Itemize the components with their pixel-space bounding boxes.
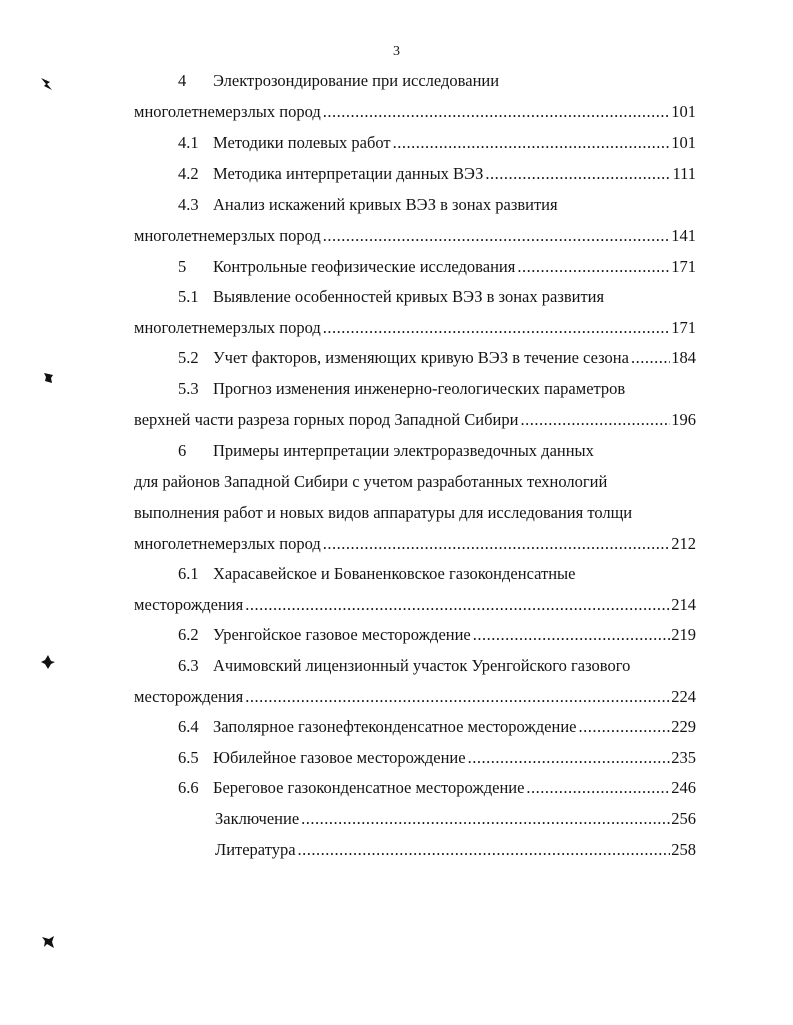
toc-title-cont: верхней части разреза горных пород Западной Сибири	[134, 410, 519, 429]
leader-dots	[518, 409, 670, 431]
toc-title: Электрозондирование при исследовании	[213, 71, 500, 90]
leader-dots	[466, 747, 671, 769]
leader-dots	[391, 132, 671, 154]
toc-page: 141	[671, 226, 696, 245]
toc-page: 184	[671, 348, 696, 367]
toc-title: Ачимовский лицензионный участок Уренгойского газового	[213, 656, 631, 675]
toc-page: 212	[671, 534, 696, 553]
toc-page: 214	[671, 595, 696, 614]
leader-dots	[483, 163, 671, 185]
toc-number: 6.2	[178, 625, 199, 644]
toc-number: 6.3	[178, 656, 199, 675]
toc-number: 6.5	[178, 748, 199, 767]
toc-leader	[134, 101, 696, 123]
toc-number: 5	[178, 257, 187, 276]
toc-entry	[178, 624, 696, 646]
toc-page: 101	[671, 102, 696, 121]
toc-title: Уренгойское газовое месторождение	[213, 625, 471, 644]
toc-title: Методики полевых работ	[213, 133, 391, 152]
toc-page: 196	[671, 410, 696, 429]
toc-page: 171	[671, 318, 696, 337]
leader-dots	[524, 777, 670, 799]
toc-number: 5.1	[178, 287, 199, 306]
leader-dots	[515, 256, 670, 278]
toc-number: 6.6	[178, 778, 199, 797]
toc-leader	[134, 409, 696, 431]
toc-number: 4.3	[178, 195, 199, 214]
toc-leader	[134, 225, 696, 247]
leader-dots	[299, 808, 670, 830]
toc-title-cont: месторождения	[134, 595, 244, 614]
toc-number: 6.4	[178, 717, 199, 736]
toc-title: Методика интерпретации данных ВЭЗ	[213, 164, 484, 183]
toc-number: 5.3	[178, 379, 199, 398]
toc-title-cont: многолетнемерзлых пород	[134, 318, 321, 337]
leader-dots	[243, 686, 670, 708]
toc-title-cont: многолетнемерзлых пород	[134, 534, 321, 553]
leader-dots	[471, 624, 671, 646]
toc-number: 4.2	[178, 164, 199, 183]
toc-title: Прогноз изменения инженерно-геологических параметров	[213, 379, 626, 398]
toc-title-cont: месторождения	[134, 687, 244, 706]
toc-page: 171	[671, 257, 696, 276]
toc-page: 235	[671, 748, 696, 767]
toc-entry	[215, 839, 696, 861]
toc-page: 224	[671, 687, 696, 706]
toc-page: 229	[671, 717, 696, 736]
toc-page: 101	[671, 133, 696, 152]
toc-title-cont: выполнения работ и новых видов аппаратуры для исследования толщи	[134, 503, 633, 522]
toc-title: Учет факторов, изменяющих кривую ВЭЗ в течение сезона	[213, 348, 629, 367]
leader-dots	[243, 594, 670, 616]
toc-page: 111	[672, 164, 696, 183]
toc-title: Харасавейское и Бованенковское газоконденсатные	[213, 564, 576, 583]
toc-page: 246	[671, 778, 696, 797]
toc-title: Юбилейное газовое месторождение	[213, 748, 466, 767]
toc-title-cont: для районов Западной Сибири с учетом разработанных технологий	[134, 472, 608, 491]
toc-title: Контрольные геофизические исследования	[213, 257, 516, 276]
toc-title: Примеры интерпретации электроразведочных данных	[213, 441, 594, 460]
toc-title: Выявление особенностей кривых ВЭЗ в зонах развития	[213, 287, 605, 306]
toc-title: Литература	[215, 840, 296, 859]
toc-leader	[134, 533, 696, 555]
toc-leader	[134, 686, 696, 708]
toc-page: 258	[671, 840, 696, 859]
toc-number: 4.1	[178, 133, 199, 152]
toc-page: 256	[671, 809, 696, 828]
leader-dots	[576, 716, 670, 738]
leader-dots	[296, 839, 671, 861]
leader-dots	[321, 533, 670, 555]
leader-dots	[321, 317, 670, 339]
toc-entry	[178, 256, 696, 278]
toc-leader	[134, 317, 696, 339]
leader-dots	[321, 101, 670, 123]
leader-dots	[629, 347, 670, 369]
toc-entry	[178, 777, 696, 799]
toc-title: Заключение	[215, 809, 300, 828]
toc-entry	[178, 716, 696, 738]
toc-entry	[178, 747, 696, 769]
toc-entry	[215, 808, 696, 830]
toc-title-cont: многолетнемерзлых пород	[134, 102, 321, 121]
toc-number: 5.2	[178, 348, 199, 367]
toc-number: 6.1	[178, 564, 199, 583]
toc-title: Заполярное газонефтеконденсатное месторождение	[213, 717, 577, 736]
toc-entry	[178, 163, 696, 185]
leader-dots	[321, 225, 670, 247]
toc-leader	[134, 594, 696, 616]
toc-entry	[178, 132, 696, 154]
toc-title: Береговое газоконденсатное месторождение	[213, 778, 525, 797]
toc-page: 219	[671, 625, 696, 644]
toc-number: 4	[178, 71, 187, 90]
toc-entry	[178, 347, 696, 369]
toc-title-cont: многолетнемерзлых пород	[134, 226, 321, 245]
toc-number: 6	[178, 441, 187, 460]
toc-title: Анализ искажений кривых ВЭЗ в зонах развития	[213, 195, 558, 214]
page-number: 3	[393, 44, 400, 59]
